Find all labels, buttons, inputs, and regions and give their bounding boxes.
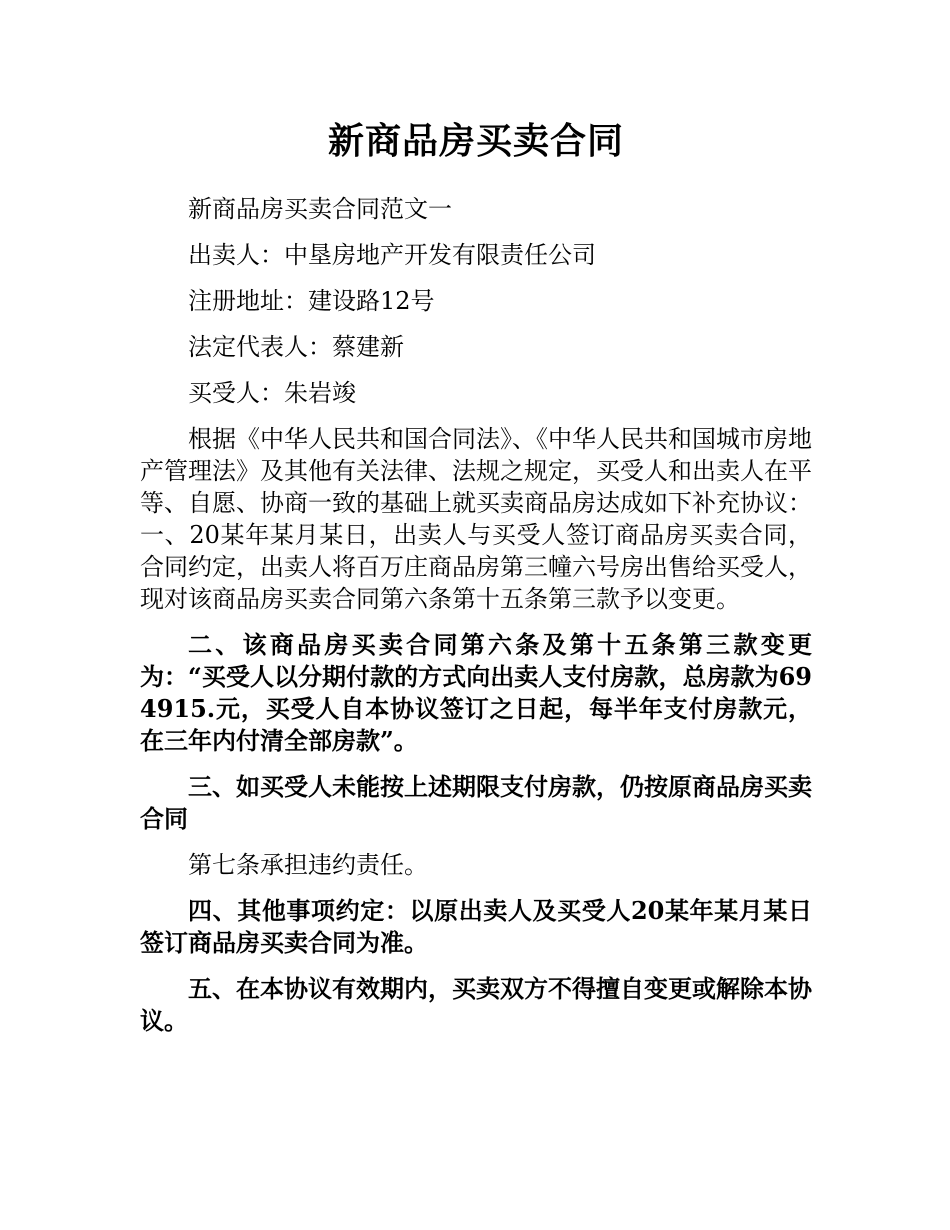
legal-representative-paragraph: 法定代表人：蔡建新 — [188, 333, 404, 361]
document-title: 新商品房买卖合同 — [327, 120, 624, 162]
address-paragraph: 注册地址：建设路12号 — [188, 287, 435, 315]
document-body — [140, 193, 812, 1037]
clause-five-paragraph: 五、在本协议有效期内，买卖双方不得擅自变更或解除本协议。 — [140, 974, 812, 1035]
clause-four-paragraph: 四、其他事项约定：以原出卖人及买受人20某年某月某日签订商品房买卖合同为准。 — [140, 896, 812, 957]
clause-two-paragraph: 二、该商品房买卖合同第六条及第十五条第三款变更为：“买受人以分期付款的方式向出卖人支付房款，总房款为694915.元，买受人自本协议签订之日起，每半年支付房款元，在三年内付清全部房款”。 — [140, 630, 812, 755]
clause-one-paragraph: 根据《中华人民共和国合同法》、《中华人民共和国城市房地产管理法》及其他有关法律、法规之规定，买受人和出卖人在平等、自愿、协商一致的基础上就买卖商品房达成如下补充协议：一、20某年某月某日，出卖人与买受人签订商品房买卖合同，合同约定，出卖人将百万庄商品房第三幢六号房出售给买受人，现对该商品房买卖合同第六条第十五条第三款予以变更。 — [140, 425, 812, 613]
buyer-paragraph: 买受人：朱岩竣 — [188, 379, 356, 407]
clause-three-continuation-paragraph: 第七条承担违约责任。 — [188, 851, 428, 879]
subtitle-paragraph: 新商品房买卖合同范文一 — [188, 195, 452, 223]
seller-paragraph: 出卖人：中垦房地产开发有限责任公司 — [188, 241, 596, 269]
clause-three-paragraph: 三、如买受人未能按上述期限支付房款，仍按原商品房买卖合同 — [140, 772, 812, 833]
